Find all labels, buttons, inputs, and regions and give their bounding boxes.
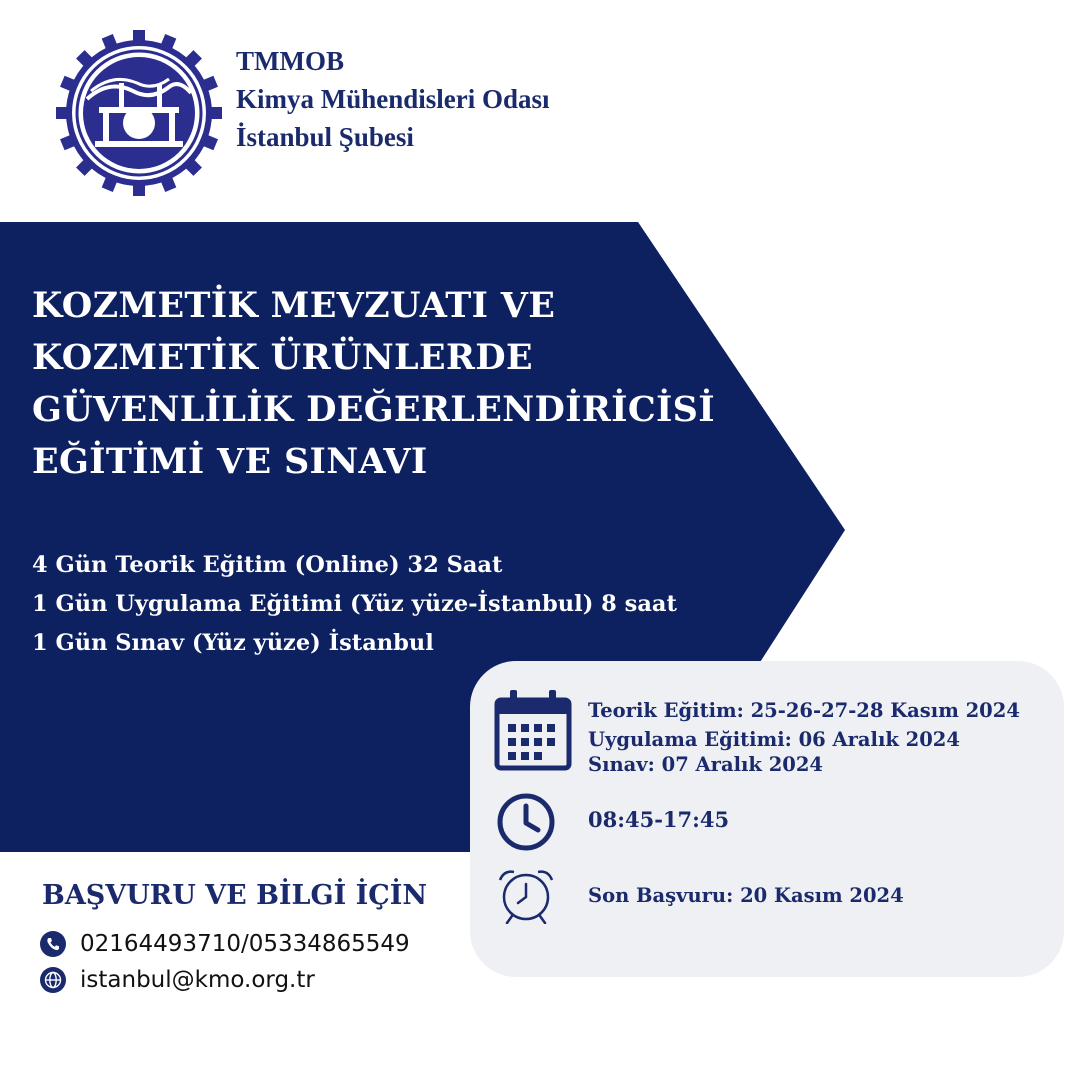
- event-title: [32, 280, 715, 488]
- org-line-3: İstanbul Şubesi: [236, 122, 414, 152]
- calendar-icon: [494, 690, 572, 776]
- email-address[interactable]: istanbul@kmo.org.tr: [80, 967, 315, 993]
- org-line-1: TMMOB: [236, 46, 344, 76]
- clock-icon: [496, 792, 556, 856]
- phone-row: [40, 930, 410, 958]
- organization-name: [236, 42, 550, 156]
- email-row: [40, 966, 315, 994]
- title-line-1: KOZMETİK MEVZUATI VE: [32, 285, 556, 326]
- detail-line-2: 1 Gün Uygulama Eğitimi (Yüz yüze-İstanbul) 8 saat: [32, 591, 677, 617]
- title-line-4: EĞİTİMİ VE SINAVI: [32, 441, 428, 482]
- date-practice: Uygulama Eğitimi: 06 Aralık 2024: [588, 728, 960, 751]
- kmo-logo-icon: [56, 30, 222, 196]
- contact-title: BAŞVURU VE BİLGİ İÇİN: [42, 880, 428, 911]
- alarm-clock-icon: [494, 866, 558, 928]
- date-theory: Teorik Eğitim: 25-26-27-28 Kasım 2024: [588, 699, 1020, 722]
- phone-icon: [40, 931, 66, 957]
- globe-icon: [40, 967, 66, 993]
- time-range: 08:45-17:45: [588, 807, 730, 832]
- org-line-2: Kimya Mühendisleri Odası: [236, 84, 550, 114]
- detail-line-3: 1 Gün Sınav (Yüz yüze) İstanbul: [32, 630, 434, 656]
- application-deadline: Son Başvuru: 20 Kasım 2024: [588, 884, 904, 907]
- title-line-3: GÜVENLİLİK DEĞERLENDİRİCİSİ: [32, 389, 715, 430]
- detail-line-1: 4 Gün Teorik Eğitim (Online) 32 Saat: [32, 552, 503, 578]
- schedule-dates: [588, 696, 1020, 779]
- phone-number[interactable]: 02164493710/05334865549: [80, 931, 410, 957]
- date-exam: Sınav: 07 Aralık 2024: [588, 753, 823, 776]
- title-line-2: KOZMETİK ÜRÜNLERDE: [32, 337, 533, 378]
- event-details: [32, 546, 677, 663]
